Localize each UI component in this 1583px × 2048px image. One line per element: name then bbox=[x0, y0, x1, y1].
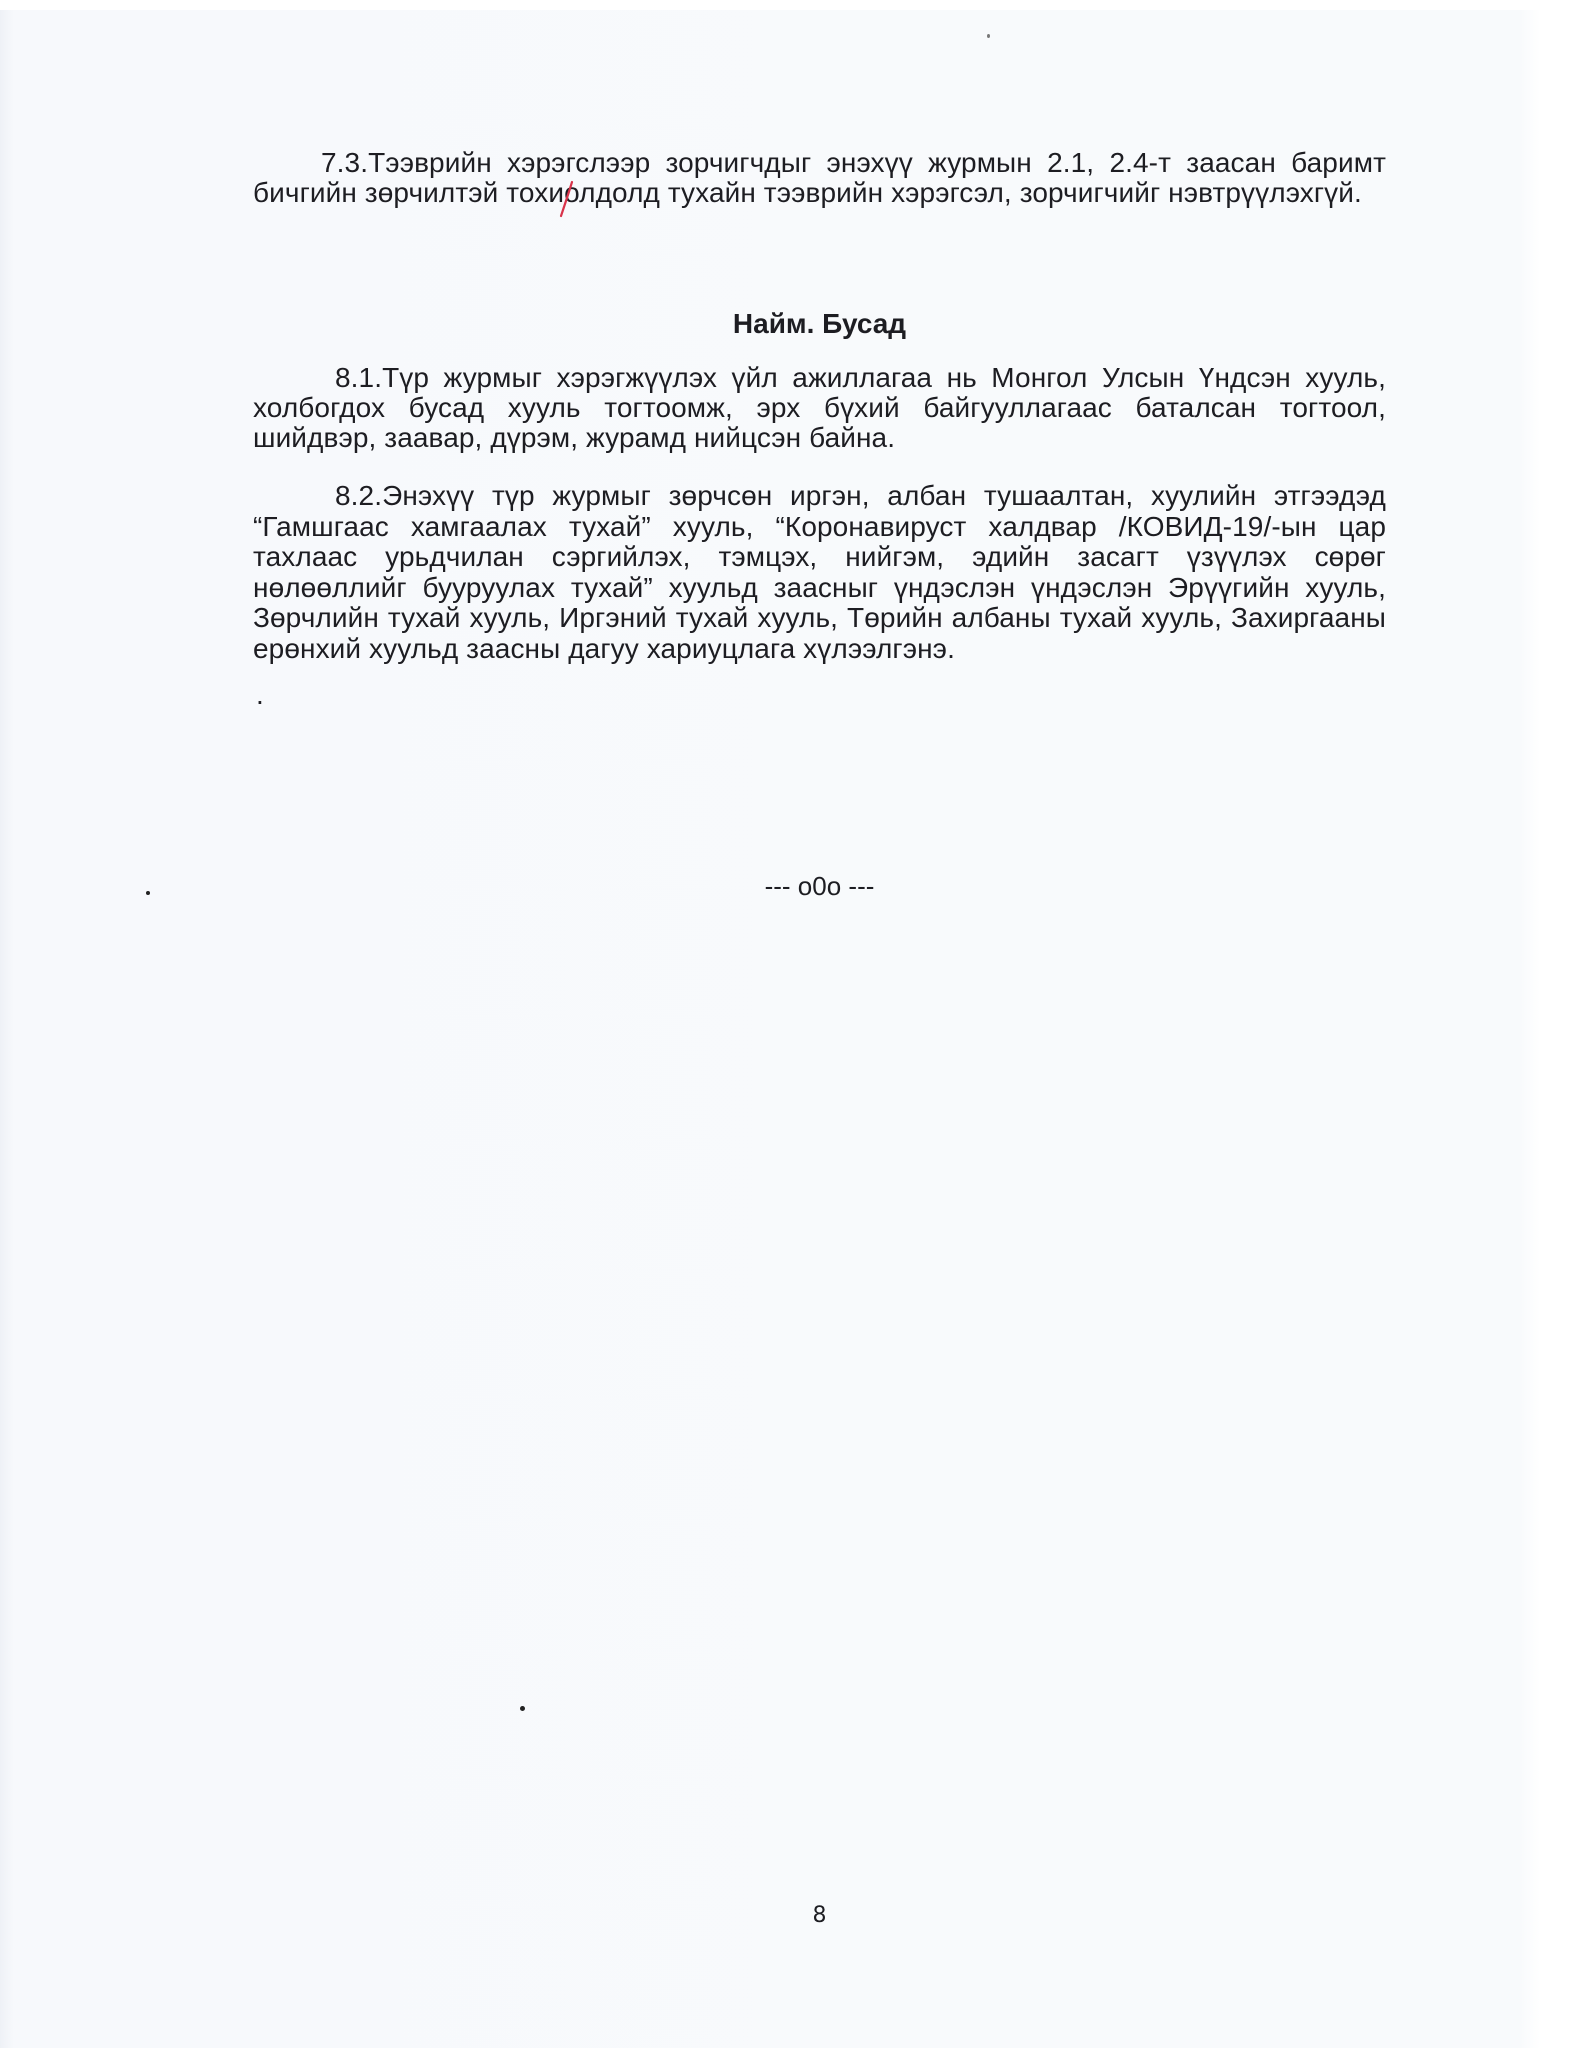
section-7-3-text: 7.3.Тээврийн хэрэгслээр зорчигчдыг энэхүү журмын 2.1, 2.4-т заасан баримт бичгийн зөрчилтэй тохиолдолд тухайн тээврийн хэрэгсэл, зорчигчийг нэвтрүүлэхгүй. bbox=[253, 147, 1386, 208]
scan-speck bbox=[987, 34, 990, 38]
section-8-2 bbox=[253, 481, 1386, 664]
page-number: 8 bbox=[812, 1903, 827, 1928]
red-pen-mark bbox=[558, 180, 576, 218]
section-7-3 bbox=[253, 148, 1386, 208]
scan-speck bbox=[146, 891, 150, 895]
chapter-heading: Найм. Бусад bbox=[732, 308, 907, 339]
section-8-2-text: 8.2.Энэхүү түр журмыг зөрчсөн иргэн, албан тушаалтан, хуулийн этгээдэд “Гамшгаас хамгаалах тухай” хууль, “Коронавируст халдвар /КОВИД-19/-ын цар тахлаас урьдчилан сэргийлэх, тэмцэх, нийгэм, эдийн засагт үзүүлэх сөрөг нөлөөллийг бууруулах тухай” хуульд заасныг үндэслэн үндэслэн Эрүүгийн хууль, Зөрчлийн тухай хууль, Иргэний тухай хууль, Төрийн албаны тухай хууль, Захиргааны ерөнхий хуульд заасны дагуу хариуцлага хүлээлгэнэ. bbox=[253, 480, 1386, 664]
section-8-1 bbox=[253, 363, 1386, 453]
stray-dot: . bbox=[256, 679, 264, 710]
section-8-1-text: 8.1.Түр журмыг хэрэгжүүлэх үйл ажиллагаа нь Монгол Улсын Үндсэн хууль, холбогдох бусад хууль тогтоомж, эрх бүхий байгууллагаас баталсан тогтоол, шийдвэр, заавар, дүрэм, журамд нийцсэн байна. bbox=[253, 362, 1386, 453]
scan-speck bbox=[520, 1706, 525, 1711]
end-mark: --- o0o --- bbox=[764, 871, 875, 901]
scan-top-edge bbox=[0, 0, 1583, 10]
